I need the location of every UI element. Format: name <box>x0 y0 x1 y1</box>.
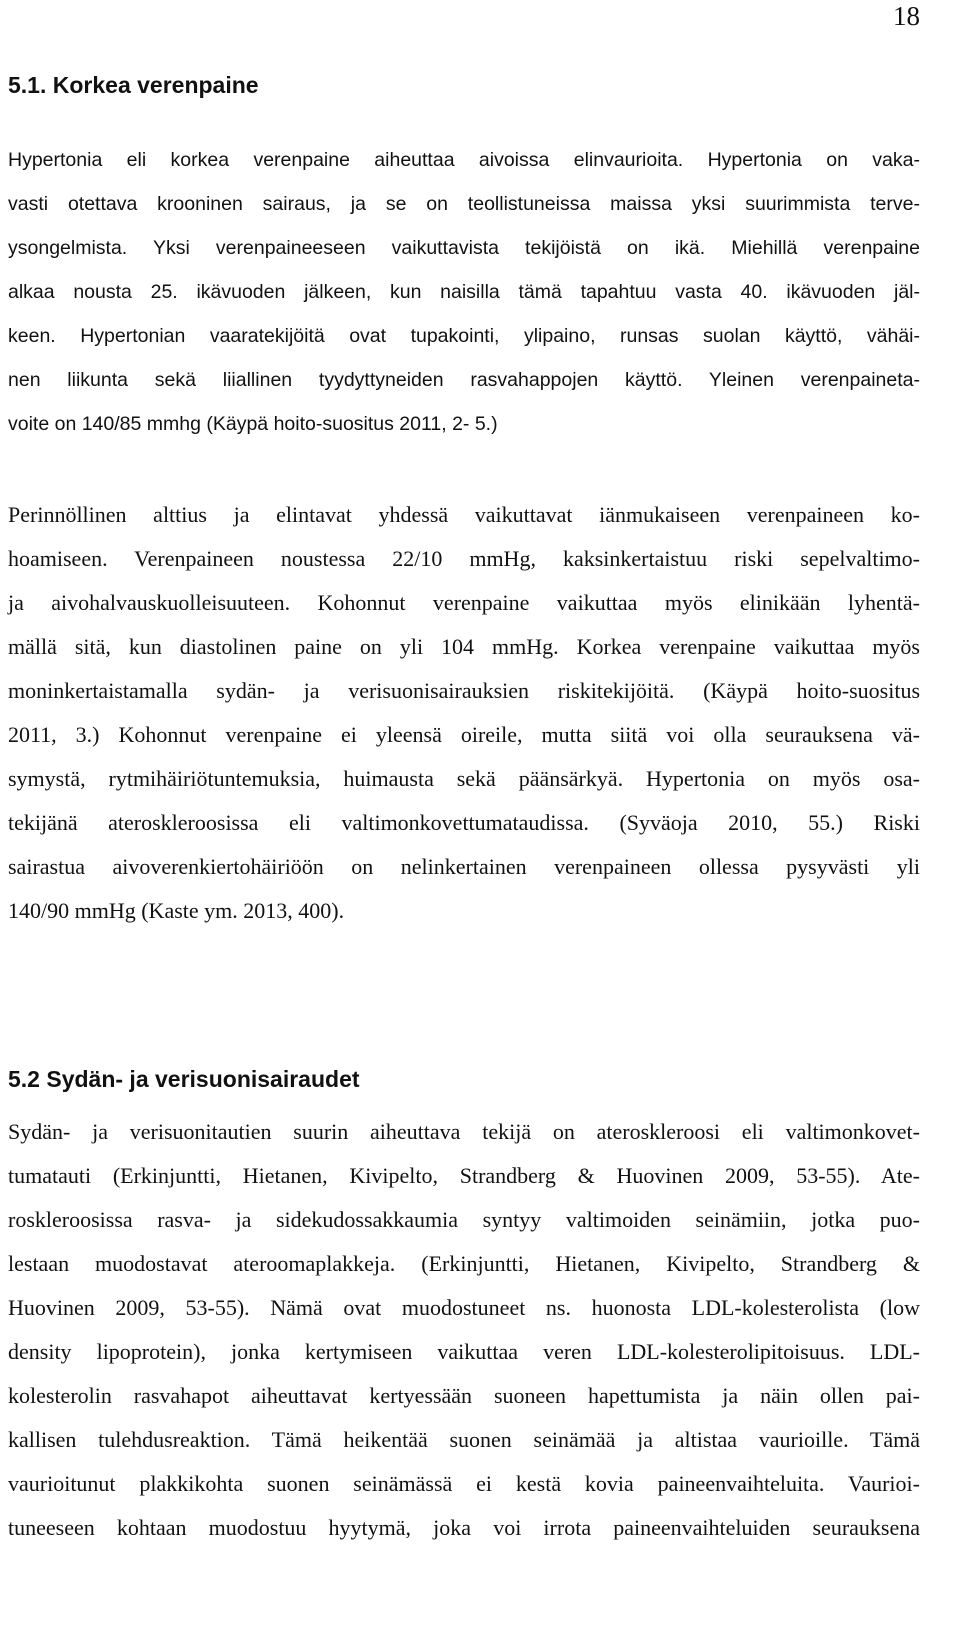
text-line: keen. Hypertonian vaaratekijöitä ovat tupakointi, ylipaino, runsas suolan käyttö, vähäi- <box>8 325 920 347</box>
section-heading-korkea-verenpaine: 5.1. Korkea verenpaine <box>8 72 259 98</box>
paragraph-hypertonia-intro <box>8 138 920 446</box>
text-line: kolesterolin rasvahapot aiheuttavat kertyessään suoneen hapettumista ja näin ollen pai- <box>8 1383 920 1408</box>
text-line: nen liikunta sekä liiallinen tyydyttyneiden rasvahappojen käyttö. Yleinen verenpaineta- <box>8 369 920 391</box>
text-line: ja aivohalvauskuolleisuuteen. Kohonnut verenpaine vaikuttaa myös elinikään lyhentä- <box>8 590 920 615</box>
text-line: hoamiseen. Verenpaineen noustessa 22/10 mmHg, kaksinkertaistuu riski sepelvaltimo- <box>8 546 920 571</box>
text-line: alkaa nousta 25. ikävuoden jälkeen, kun naisilla tämä tapahtuu vasta 40. ikävuoden jäl- <box>8 281 920 303</box>
text-line: kallisen tulehdusreaktion. Tämä heikentää suonen seinämää ja altistaa vaurioille. Tämä <box>8 1427 920 1452</box>
page-number: 18 <box>893 1 920 31</box>
text-line: tuneeseen kohtaan muodostuu hyytymä, joka voi irrota paineenvaihteluiden seurauksena <box>8 1515 920 1540</box>
text-line: tumatauti (Erkinjuntti, Hietanen, Kivipelto, Strandberg & Huovinen 2009, 53-55). Ate- <box>8 1163 920 1188</box>
text-line: vasti otettava krooninen sairaus, ja se on teollistuneissa maissa yksi suurimmista terve- <box>8 193 920 215</box>
text-line: 2011, 3.) Kohonnut verenpaine ei yleensä oireile, mutta siitä voi olla seurauksena vä- <box>8 722 920 747</box>
paragraph-ateroskleroosi <box>8 1110 920 1550</box>
text-line: vaurioitunut plakkikohta suonen seinämässä ei kestä kovia paineenvaihteluita. Vaurioi- <box>8 1471 920 1496</box>
text-line: moninkertaistamalla sydän- ja verisuonisairauksien riskitekijöitä. (Käypä hoito-suositus <box>8 678 920 703</box>
text-line: symystä, rytmihäiriötuntemuksia, huimausta sekä päänsärkyä. Hypertonia on myös osa- <box>8 766 920 791</box>
text-line: voite on 140/85 mmhg (Käypä hoito-suositus 2011, 2- 5.) <box>8 413 498 435</box>
text-line: mällä sitä, kun diastolinen paine on yli 104 mmHg. Korkea verenpaine vaikuttaa myös <box>8 634 920 659</box>
text-line: Perinnöllinen alttius ja elintavat yhdessä vaikuttavat iänmukaiseen verenpaineen ko- <box>8 502 920 527</box>
section-heading-sydan-ja-verisuonisairaudet: 5.2 Sydän- ja verisuonisairaudet <box>8 1066 360 1092</box>
text-line: Huovinen 2009, 53-55). Nämä ovat muodostuneet ns. huonosta LDL-kolesterolista (low <box>8 1295 920 1320</box>
text-line: sairastua aivoverenkiertohäiriöön on nelinkertainen verenpaineen ollessa pysyvästi yli <box>8 854 920 879</box>
text-line: ysongelmista. Yksi verenpaineeseen vaikuttavista tekijöistä on ikä. Miehillä verenpaine <box>8 237 920 259</box>
text-line: Hypertonia eli korkea verenpaine aiheuttaa aivoissa elinvaurioita. Hypertonia on vaka- <box>8 149 920 171</box>
text-line: roskleroosissa rasva- ja sidekudossakkaumia syntyy valtimoiden seinämiin, jotka puo- <box>8 1207 920 1232</box>
paragraph-perinnollinen-alttius <box>8 493 920 933</box>
text-line: lestaan muodostavat ateroomaplakkeja. (Erkinjuntti, Hietanen, Kivipelto, Strandberg & <box>8 1251 920 1276</box>
text-line: tekijänä ateroskleroosissa eli valtimonkovettumataudissa. (Syväoja 2010, 55.) Riski <box>8 810 920 835</box>
text-line: Sydän- ja verisuonitautien suurin aiheuttava tekijä on ateroskleroosi eli valtimonkovet- <box>8 1119 920 1144</box>
text-line: density lipoprotein), jonka kertymiseen vaikuttaa veren LDL-kolesterolipitoisuus. LDL- <box>8 1339 920 1364</box>
text-line: 140/90 mmHg (Kaste ym. 2013, 400). <box>8 898 345 923</box>
